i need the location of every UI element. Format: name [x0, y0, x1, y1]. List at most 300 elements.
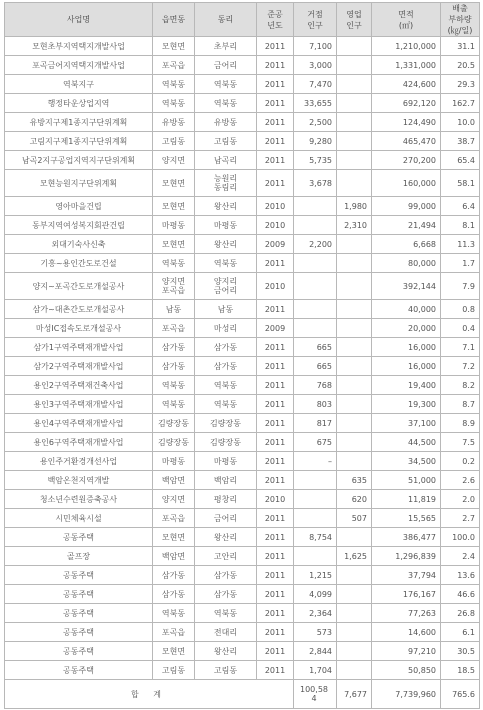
cell-village: 왕산리 — [195, 642, 257, 661]
cell-resident-pop — [294, 216, 337, 235]
cell-project: 청소년수련원증축공사 — [5, 490, 153, 509]
cell-business-pop — [337, 132, 372, 151]
cell-load: 6.4 — [441, 197, 480, 216]
cell-project: 삼가2구역주택재개발사업 — [5, 357, 153, 376]
cell-village: 김량장동 — [195, 414, 257, 433]
cell-village: 역북동 — [195, 75, 257, 94]
cell-district: 백암면 — [153, 547, 195, 566]
cell-year: 2011 — [257, 151, 294, 170]
cell-business-pop — [337, 528, 372, 547]
cell-load: 0.2 — [441, 452, 480, 471]
cell-load: 46.6 — [441, 585, 480, 604]
cell-year: 2011 — [257, 395, 294, 414]
header-project-name: 사업명 — [5, 3, 153, 37]
table-row — [5, 433, 480, 452]
cell-district: 삼가동 — [153, 566, 195, 585]
cell-village: 마평동 — [195, 452, 257, 471]
cell-area: 97,210 — [372, 642, 441, 661]
cell-project: 마성IC접속도로개설공사 — [5, 319, 153, 338]
cell-resident-pop: 4,099 — [294, 585, 337, 604]
cell-area: 80,000 — [372, 254, 441, 273]
cell-district: 포곡읍 — [153, 319, 195, 338]
cell-project: 행정타운상업지역 — [5, 94, 153, 113]
cell-area: 19,400 — [372, 376, 441, 395]
cell-year: 2011 — [257, 661, 294, 680]
cell-project: 시민체육시설 — [5, 509, 153, 528]
cell-village: 역북동 — [195, 376, 257, 395]
cell-year: 2011 — [257, 113, 294, 132]
cell-village: 유방동 — [195, 113, 257, 132]
table-row — [5, 642, 480, 661]
table-row — [5, 414, 480, 433]
cell-year: 2011 — [257, 357, 294, 376]
cell-village: 마성리 — [195, 319, 257, 338]
cell-project: 공동주택 — [5, 566, 153, 585]
cell-area: 99,000 — [372, 197, 441, 216]
cell-project: 동부지역여성복지회관건립 — [5, 216, 153, 235]
table-row — [5, 338, 480, 357]
header-year: 준공 년도 — [257, 3, 294, 37]
cell-year: 2011 — [257, 414, 294, 433]
cell-year: 2010 — [257, 197, 294, 216]
table-row — [5, 528, 480, 547]
cell-area: 20,000 — [372, 319, 441, 338]
cell-project: 용인2구역주택재건축사업 — [5, 376, 153, 395]
table-row — [5, 471, 480, 490]
cell-business-pop — [337, 151, 372, 170]
total-area: 7,739,960 — [372, 680, 441, 709]
cell-district: 고림동 — [153, 132, 195, 151]
cell-area: 124,490 — [372, 113, 441, 132]
cell-load: 100.0 — [441, 528, 480, 547]
development-projects-table — [4, 2, 480, 709]
table-row — [5, 254, 480, 273]
cell-area: 6,668 — [372, 235, 441, 254]
cell-resident-pop: 2,200 — [294, 235, 337, 254]
cell-business-pop — [337, 254, 372, 273]
table-row — [5, 94, 480, 113]
cell-village: 초부리 — [195, 37, 257, 56]
cell-business-pop — [337, 585, 372, 604]
cell-project: 외대기숙사신축 — [5, 235, 153, 254]
cell-resident-pop: 2,364 — [294, 604, 337, 623]
cell-business-pop — [337, 414, 372, 433]
cell-resident-pop: 2,844 — [294, 642, 337, 661]
table-row — [5, 585, 480, 604]
cell-business-pop: 1,625 — [337, 547, 372, 566]
cell-project: 용인주거환경개선사업 — [5, 452, 153, 471]
cell-district: 포곡읍 — [153, 623, 195, 642]
cell-area: 14,600 — [372, 623, 441, 642]
cell-year: 2011 — [257, 300, 294, 319]
cell-year: 2011 — [257, 452, 294, 471]
cell-district: 마평동 — [153, 452, 195, 471]
cell-district: 남동 — [153, 300, 195, 319]
cell-village: 역북동 — [195, 604, 257, 623]
cell-business-pop: 635 — [337, 471, 372, 490]
cell-project: 유방지구제1종지구단위계획 — [5, 113, 153, 132]
cell-business-pop — [337, 433, 372, 452]
cell-village: 역북동 — [195, 254, 257, 273]
cell-year: 2010 — [257, 490, 294, 509]
cell-area: 37,794 — [372, 566, 441, 585]
header-resident-pop: 거점 인구 — [294, 3, 337, 37]
cell-area: 1,296,839 — [372, 547, 441, 566]
cell-year: 2009 — [257, 235, 294, 254]
cell-village: 삼가동 — [195, 357, 257, 376]
table-row — [5, 113, 480, 132]
cell-village: 왕산리 — [195, 235, 257, 254]
cell-area: 392,144 — [372, 273, 441, 300]
cell-area: 77,263 — [372, 604, 441, 623]
cell-business-pop — [337, 452, 372, 471]
cell-village: 삼가동 — [195, 566, 257, 585]
cell-load: 162.7 — [441, 94, 480, 113]
table-row — [5, 452, 480, 471]
cell-resident-pop: – — [294, 452, 337, 471]
table-row — [5, 509, 480, 528]
header-load: 배출 부하량 (㎏/일) — [441, 3, 480, 37]
cell-area: 176,167 — [372, 585, 441, 604]
table-row — [5, 547, 480, 566]
table-row — [5, 235, 480, 254]
table-row — [5, 319, 480, 338]
cell-village: 고림동 — [195, 132, 257, 151]
cell-load: 20.5 — [441, 56, 480, 75]
cell-district: 역북동 — [153, 254, 195, 273]
table-row — [5, 300, 480, 319]
header-district: 읍면동 — [153, 3, 195, 37]
cell-business-pop: 1,980 — [337, 197, 372, 216]
cell-resident-pop: 1,215 — [294, 566, 337, 585]
cell-district: 모현면 — [153, 528, 195, 547]
cell-project: 용인6구역주택재개발사업 — [5, 433, 153, 452]
cell-load: 65.4 — [441, 151, 480, 170]
table-header-row — [5, 3, 480, 37]
cell-district: 양지면 포곡읍 — [153, 273, 195, 300]
cell-area: 50,850 — [372, 661, 441, 680]
table-row — [5, 151, 480, 170]
cell-load: 8.7 — [441, 395, 480, 414]
cell-resident-pop: 768 — [294, 376, 337, 395]
table-row — [5, 216, 480, 235]
cell-area: 692,120 — [372, 94, 441, 113]
cell-business-pop: 620 — [337, 490, 372, 509]
cell-village: 전대리 — [195, 623, 257, 642]
cell-area: 11,819 — [372, 490, 441, 509]
cell-district: 고림동 — [153, 661, 195, 680]
cell-area: 40,000 — [372, 300, 441, 319]
cell-resident-pop: 817 — [294, 414, 337, 433]
cell-district: 김량장동 — [153, 433, 195, 452]
cell-village: 왕산리 — [195, 528, 257, 547]
cell-load: 31.1 — [441, 37, 480, 56]
total-label: 합 계 — [5, 680, 294, 709]
cell-area: 16,000 — [372, 357, 441, 376]
cell-district: 삼가동 — [153, 357, 195, 376]
cell-year: 2011 — [257, 642, 294, 661]
cell-village: 능원리 동림리 — [195, 170, 257, 197]
cell-area: 386,477 — [372, 528, 441, 547]
cell-resident-pop: 9,280 — [294, 132, 337, 151]
table-row — [5, 357, 480, 376]
cell-project: 삼가1구역주택재개발사업 — [5, 338, 153, 357]
table-row — [5, 132, 480, 151]
cell-resident-pop: 3,000 — [294, 56, 337, 75]
cell-year: 2011 — [257, 433, 294, 452]
cell-area: 1,331,000 — [372, 56, 441, 75]
cell-village: 남곡리 — [195, 151, 257, 170]
cell-load: 2.0 — [441, 490, 480, 509]
cell-resident-pop: 803 — [294, 395, 337, 414]
cell-project: 공동주택 — [5, 623, 153, 642]
cell-resident-pop — [294, 300, 337, 319]
cell-business-pop — [337, 566, 372, 585]
cell-load: 2.6 — [441, 471, 480, 490]
cell-year: 2011 — [257, 56, 294, 75]
cell-project: 공동주택 — [5, 528, 153, 547]
table-row — [5, 604, 480, 623]
cell-year: 2010 — [257, 216, 294, 235]
cell-load: 38.7 — [441, 132, 480, 151]
cell-project: 양지~포곡간도로개설공사 — [5, 273, 153, 300]
cell-load: 8.9 — [441, 414, 480, 433]
cell-load: 10.0 — [441, 113, 480, 132]
cell-year: 2011 — [257, 623, 294, 642]
cell-load: 8.2 — [441, 376, 480, 395]
cell-year: 2010 — [257, 273, 294, 300]
table-row — [5, 37, 480, 56]
cell-load: 0.8 — [441, 300, 480, 319]
cell-resident-pop: 5,735 — [294, 151, 337, 170]
cell-project: 백암온천지역개발 — [5, 471, 153, 490]
cell-year: 2011 — [257, 471, 294, 490]
cell-load: 13.6 — [441, 566, 480, 585]
cell-area: 424,600 — [372, 75, 441, 94]
cell-load: 7.1 — [441, 338, 480, 357]
cell-district: 양지면 — [153, 490, 195, 509]
cell-business-pop — [337, 376, 372, 395]
cell-business-pop: 2,310 — [337, 216, 372, 235]
cell-resident-pop — [294, 254, 337, 273]
data-table-container — [4, 2, 479, 709]
total-pop: 100,58 4 — [294, 680, 337, 709]
cell-business-pop — [337, 75, 372, 94]
cell-year: 2011 — [257, 170, 294, 197]
cell-area: 19,300 — [372, 395, 441, 414]
cell-project: 공동주택 — [5, 642, 153, 661]
cell-resident-pop: 2,500 — [294, 113, 337, 132]
cell-year: 2011 — [257, 509, 294, 528]
cell-business-pop — [337, 661, 372, 680]
cell-project: 포곡금어지역택지개발사업 — [5, 56, 153, 75]
total-row — [5, 680, 480, 709]
cell-district: 모현면 — [153, 642, 195, 661]
cell-year: 2011 — [257, 37, 294, 56]
cell-business-pop — [337, 642, 372, 661]
cell-year: 2011 — [257, 338, 294, 357]
cell-project: 모현능원지구단위계획 — [5, 170, 153, 197]
cell-year: 2011 — [257, 566, 294, 585]
cell-village: 남동 — [195, 300, 257, 319]
cell-project: 영아마을건립 — [5, 197, 153, 216]
cell-area: 160,000 — [372, 170, 441, 197]
cell-project: 용인4구역주택재개발사업 — [5, 414, 153, 433]
table-row — [5, 566, 480, 585]
cell-village: 마평동 — [195, 216, 257, 235]
cell-business-pop — [337, 319, 372, 338]
table-row — [5, 395, 480, 414]
cell-area: 21,494 — [372, 216, 441, 235]
table-row — [5, 273, 480, 300]
cell-area: 37,100 — [372, 414, 441, 433]
cell-district: 마평동 — [153, 216, 195, 235]
cell-district: 모현면 — [153, 235, 195, 254]
cell-resident-pop — [294, 197, 337, 216]
header-area: 면적 (㎡) — [372, 3, 441, 37]
cell-district: 김량장동 — [153, 414, 195, 433]
cell-load: 11.3 — [441, 235, 480, 254]
cell-business-pop — [337, 113, 372, 132]
cell-district: 삼가동 — [153, 338, 195, 357]
cell-project: 기흥~용인간도로건설 — [5, 254, 153, 273]
cell-resident-pop: 573 — [294, 623, 337, 642]
cell-resident-pop: 665 — [294, 338, 337, 357]
cell-load: 30.5 — [441, 642, 480, 661]
cell-resident-pop — [294, 509, 337, 528]
cell-business-pop: 507 — [337, 509, 372, 528]
cell-year: 2011 — [257, 547, 294, 566]
cell-resident-pop: 3,678 — [294, 170, 337, 197]
cell-district: 역북동 — [153, 395, 195, 414]
cell-project: 역북지구 — [5, 75, 153, 94]
cell-resident-pop: 7,100 — [294, 37, 337, 56]
cell-load: 8.1 — [441, 216, 480, 235]
cell-district: 모현면 — [153, 37, 195, 56]
cell-year: 2011 — [257, 94, 294, 113]
cell-business-pop — [337, 37, 372, 56]
cell-village: 김량장동 — [195, 433, 257, 452]
cell-project: 고림지구제1종지구단위계획 — [5, 132, 153, 151]
cell-business-pop — [337, 170, 372, 197]
cell-area: 270,200 — [372, 151, 441, 170]
cell-project: 공동주택 — [5, 585, 153, 604]
cell-project: 모현초부지역택지개발사업 — [5, 37, 153, 56]
cell-business-pop — [337, 623, 372, 642]
cell-business-pop — [337, 395, 372, 414]
cell-village: 금어리 — [195, 56, 257, 75]
cell-district: 포곡읍 — [153, 56, 195, 75]
cell-year: 2009 — [257, 319, 294, 338]
cell-load: 7.5 — [441, 433, 480, 452]
cell-load: 18.5 — [441, 661, 480, 680]
header-business-pop: 영업 인구 — [337, 3, 372, 37]
cell-business-pop — [337, 300, 372, 319]
cell-district: 모현면 — [153, 170, 195, 197]
total-biz: 7,677 — [337, 680, 372, 709]
table-row — [5, 376, 480, 395]
cell-area: 44,500 — [372, 433, 441, 452]
cell-project: 공동주택 — [5, 661, 153, 680]
cell-year: 2011 — [257, 585, 294, 604]
cell-resident-pop: 8,754 — [294, 528, 337, 547]
total-load: 765.6 — [441, 680, 480, 709]
cell-village: 고림동 — [195, 661, 257, 680]
cell-village: 평창리 — [195, 490, 257, 509]
cell-year: 2011 — [257, 254, 294, 273]
cell-district: 모현면 — [153, 197, 195, 216]
cell-village: 삼가동 — [195, 585, 257, 604]
cell-project: 삼가~대촌간도로개설공사 — [5, 300, 153, 319]
cell-village: 왕산리 — [195, 197, 257, 216]
cell-year: 2011 — [257, 528, 294, 547]
table-row — [5, 56, 480, 75]
cell-load: 0.4 — [441, 319, 480, 338]
cell-district: 역북동 — [153, 75, 195, 94]
cell-district: 역북동 — [153, 604, 195, 623]
cell-project: 남곡2지구공업지역지구단위계획 — [5, 151, 153, 170]
cell-resident-pop — [294, 547, 337, 566]
cell-village: 역북동 — [195, 395, 257, 414]
cell-resident-pop — [294, 273, 337, 300]
cell-year: 2011 — [257, 75, 294, 94]
cell-district: 백암면 — [153, 471, 195, 490]
cell-load: 7.9 — [441, 273, 480, 300]
cell-load: 2.7 — [441, 509, 480, 528]
cell-resident-pop — [294, 471, 337, 490]
table-row — [5, 197, 480, 216]
cell-business-pop — [337, 338, 372, 357]
cell-village: 역북동 — [195, 94, 257, 113]
table-body — [5, 37, 480, 680]
cell-business-pop — [337, 56, 372, 75]
cell-area: 465,470 — [372, 132, 441, 151]
cell-resident-pop: 7,470 — [294, 75, 337, 94]
cell-area: 34,500 — [372, 452, 441, 471]
cell-resident-pop — [294, 490, 337, 509]
table-row — [5, 75, 480, 94]
cell-project: 공동주택 — [5, 604, 153, 623]
cell-district: 유방동 — [153, 113, 195, 132]
cell-business-pop — [337, 94, 372, 113]
cell-village: 고안리 — [195, 547, 257, 566]
cell-business-pop — [337, 235, 372, 254]
cell-load: 6.1 — [441, 623, 480, 642]
cell-district: 삼가동 — [153, 585, 195, 604]
cell-project: 용인3구역주택재개발사업 — [5, 395, 153, 414]
cell-load: 1.7 — [441, 254, 480, 273]
cell-load: 26.8 — [441, 604, 480, 623]
cell-area: 1,210,000 — [372, 37, 441, 56]
table-row — [5, 623, 480, 642]
cell-district: 역북동 — [153, 94, 195, 113]
table-row — [5, 661, 480, 680]
cell-business-pop — [337, 357, 372, 376]
cell-district: 포곡읍 — [153, 509, 195, 528]
cell-resident-pop — [294, 319, 337, 338]
cell-load: 58.1 — [441, 170, 480, 197]
cell-resident-pop: 665 — [294, 357, 337, 376]
cell-resident-pop: 1,704 — [294, 661, 337, 680]
cell-year: 2011 — [257, 376, 294, 395]
cell-business-pop — [337, 273, 372, 300]
cell-district: 양지면 — [153, 151, 195, 170]
cell-district: 역북동 — [153, 376, 195, 395]
cell-resident-pop: 33,655 — [294, 94, 337, 113]
cell-village: 백암리 — [195, 471, 257, 490]
table-row — [5, 170, 480, 197]
cell-load: 29.3 — [441, 75, 480, 94]
